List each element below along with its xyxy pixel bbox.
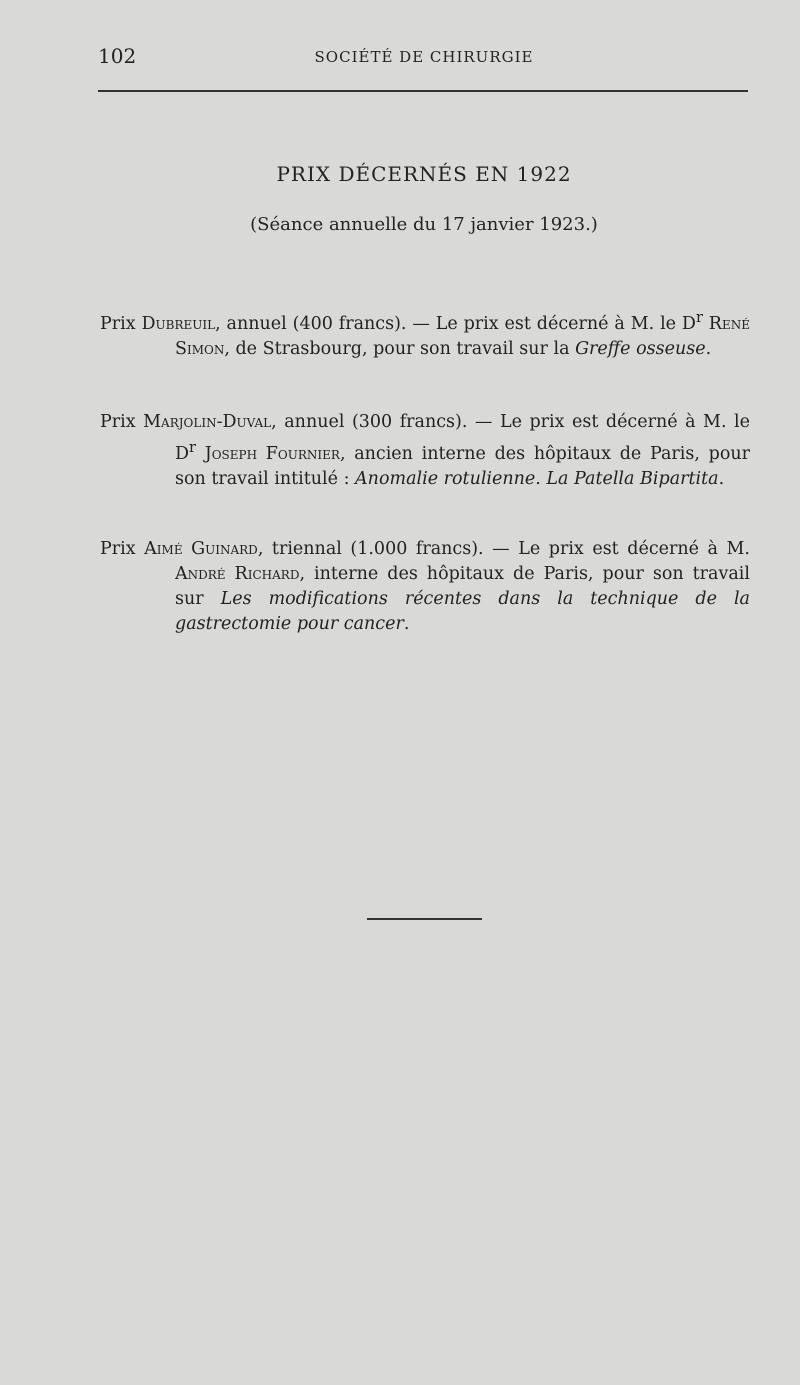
prize-name: Marjolin-Duval bbox=[143, 412, 272, 432]
title-superscript: r bbox=[695, 309, 703, 326]
laureate-name: René Simon bbox=[175, 313, 751, 359]
prize-description: , triennal (1.000 francs). — Le prix est décerné à M. bbox=[257, 539, 750, 559]
page-title: PRIX DÉCERNÉS EN 1922 bbox=[276, 162, 572, 186]
prize-entry-dubreuil bbox=[100, 305, 750, 362]
prize-prefix: Prix bbox=[100, 313, 142, 334]
prize-prefix: Prix bbox=[100, 539, 145, 559]
prize-end: . bbox=[718, 468, 725, 489]
end-rule bbox=[367, 918, 482, 920]
prize-entry-aime-guinard bbox=[100, 537, 750, 637]
work-title: Greffe osseuse bbox=[575, 338, 706, 359]
prize-end: . bbox=[403, 614, 410, 634]
work-title: Anomalie rotulienne. La Patella Bipartita bbox=[355, 468, 719, 489]
prize-prefix: Prix bbox=[100, 412, 144, 432]
running-head: SOCIÉTÉ DE CHIRURGIE bbox=[314, 48, 534, 66]
laureate-name: Joseph Fournier bbox=[196, 443, 340, 464]
prize-name: Aimé Guinard bbox=[144, 539, 258, 559]
header-rule bbox=[98, 90, 748, 92]
page-subtitle: (Séance annuelle du 17 janvier 1923.) bbox=[250, 214, 598, 235]
prize-entry-marjolin-duval bbox=[100, 410, 750, 492]
prize-name: Dubreuil bbox=[141, 313, 216, 334]
prize-description: , annuel (300 francs). — Le prix est décerné à M. le D bbox=[175, 412, 750, 464]
work-title: Les modifications récentes dans la technique de la gastrectomie pour cancer bbox=[175, 589, 750, 634]
prize-description: , annuel (400 francs). — Le prix est décerné à M. le D bbox=[215, 313, 696, 334]
prize-detail: , ancien interne des hôpitaux de Paris, pour son travail intitulé : bbox=[175, 443, 750, 489]
prize-detail: , interne des hôpitaux de Paris, pour son travail sur bbox=[175, 564, 750, 609]
prize-end: . bbox=[705, 338, 712, 359]
prize-detail: , de Strasbourg, pour son travail sur la bbox=[224, 338, 576, 359]
laureate-name: André Richard bbox=[175, 564, 300, 584]
title-superscript: r bbox=[189, 439, 196, 456]
page-number: 102 bbox=[98, 44, 137, 68]
